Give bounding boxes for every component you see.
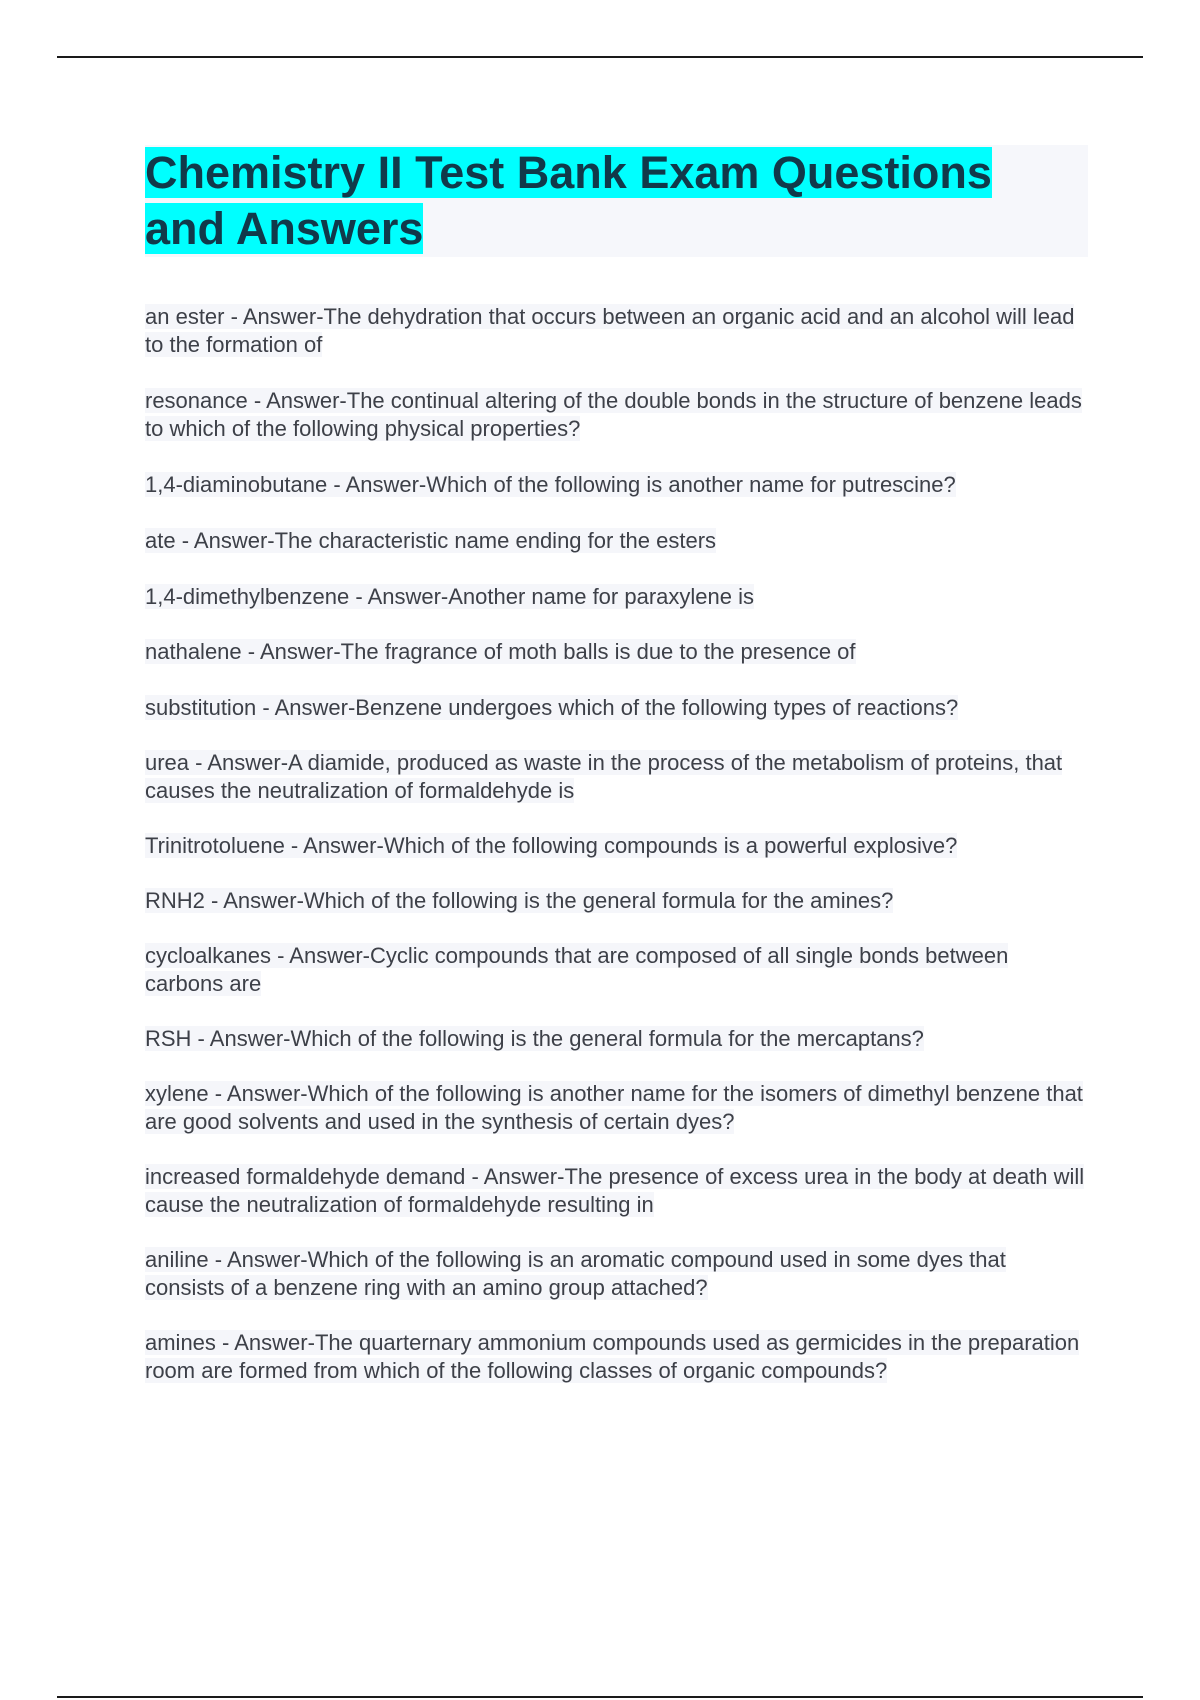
title-line-1: Chemistry II Test Bank Exam Questions: [145, 147, 992, 198]
qa-text: xylene - Answer-Which of the following is another name for the isomers of dimethyl benzene that are good solvents and used in the synthesis of certain dyes?: [145, 1081, 1083, 1134]
qa-item-6: [145, 638, 1090, 666]
qa-item-11: [145, 942, 1090, 998]
qa-item-4: [145, 527, 1090, 555]
qa-item-5: [145, 583, 1090, 611]
qa-item-16: [145, 1329, 1090, 1385]
qa-text: RSH - Answer-Which of the following is the general formula for the mercaptans?: [145, 1026, 924, 1051]
page-title: [145, 145, 1088, 257]
top-rule: [57, 56, 1143, 58]
qa-list: [145, 303, 1090, 1385]
qa-item-13: [145, 1080, 1090, 1136]
qa-text: cycloalkanes - Answer-Cyclic compounds that are composed of all single bonds between carbons are: [145, 943, 1009, 996]
qa-text: 1,4-diaminobutane - Answer-Which of the following is another name for putrescine?: [145, 472, 956, 497]
title-line-2: and Answers: [145, 203, 424, 254]
qa-text: increased formaldehyde demand - Answer-The presence of excess urea in the body at death will cause the neutralization of formaldehyde resulting in: [145, 1164, 1085, 1217]
qa-text: 1,4-dimethylbenzene - Answer-Another name for paraxylene is: [145, 584, 754, 609]
qa-item-9: [145, 832, 1090, 860]
qa-item-2: [145, 387, 1090, 443]
qa-item-12: [145, 1025, 1090, 1053]
qa-text: resonance - Answer-The continual altering of the double bonds in the structure of benzene leads to which of the following physical properties?: [145, 388, 1082, 441]
qa-item-1: [145, 303, 1090, 359]
bottom-rule: [57, 1696, 1143, 1698]
qa-item-7: [145, 694, 1090, 722]
qa-text: Trinitrotoluene - Answer-Which of the following compounds is a powerful explosive?: [145, 833, 958, 858]
qa-text: RNH2 - Answer-Which of the following is the general formula for the amines?: [145, 888, 894, 913]
qa-text: nathalene - Answer-The fragrance of moth balls is due to the presence of: [145, 639, 856, 664]
qa-item-10: [145, 887, 1090, 915]
qa-text: ate - Answer-The characteristic name ending for the esters: [145, 528, 717, 553]
title-block: [145, 145, 1088, 257]
qa-text: substitution - Answer-Benzene undergoes which of the following types of reactions?: [145, 695, 959, 720]
qa-text: an ester - Answer-The dehydration that occurs between an organic acid and an alcohol will lead to the formation of: [145, 304, 1075, 357]
qa-text: amines - Answer-The quarternary ammonium compounds used as germicides in the preparation room are formed from which of the following classes of organic compounds?: [145, 1330, 1080, 1383]
qa-text: urea - Answer-A diamide, produced as waste in the process of the metabolism of proteins, that causes the neutralization of formaldehyde is: [145, 750, 1063, 803]
qa-item-15: [145, 1246, 1090, 1302]
qa-item-3: [145, 471, 1090, 499]
qa-text: aniline - Answer-Which of the following is an aromatic compound used in some dyes that consists of a benzene ring with an amino group attached?: [145, 1247, 1006, 1300]
qa-item-8: [145, 749, 1090, 805]
qa-item-14: [145, 1163, 1090, 1219]
